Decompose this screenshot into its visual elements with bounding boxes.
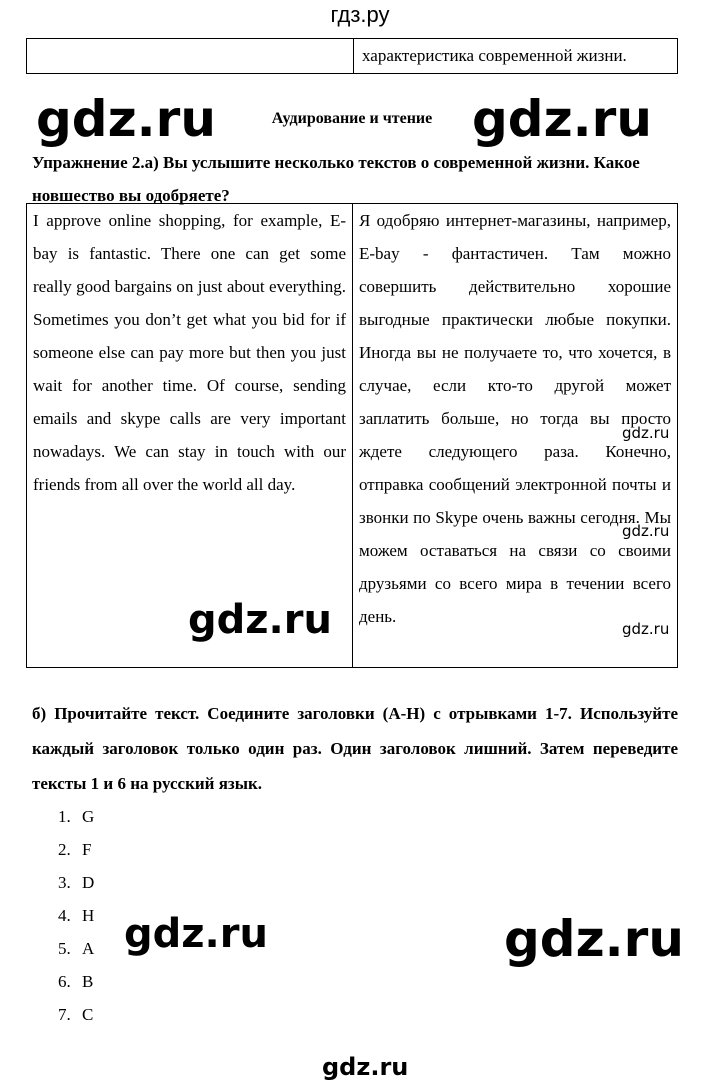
- list-item: 6. B: [58, 972, 94, 991]
- top-table-fragment: [26, 38, 678, 74]
- top-table-left-cell: [27, 39, 354, 74]
- watermark: gdz.ru: [472, 90, 652, 148]
- translation-table: [26, 203, 678, 668]
- list-item: 2. F: [58, 840, 92, 859]
- task-a-label: Упражнение 2.а): [32, 153, 159, 172]
- section-title: Аудирование и чтение: [271, 110, 433, 127]
- watermark: gdz.ru: [36, 90, 216, 148]
- task-a-text: Вы услышите несколько текстов о современной жизни. Какое новшество вы одобряете?: [32, 153, 640, 205]
- russian-text-cell: Я одобряю интернет-магазины, например, E-bay - фантастичен. Там можно совершить действительно хорошие выгодные практически любые покупки. Иногда вы не получаете то, что хочется, в случае, если кто-то другой может заплатить больше, но тогда вы просто ждете следующего раза. Конечно, отправка сообщений электронной почты и звонки по Skype очень важны сегодня. Мы можем оставаться на связи со своими друзьями со всего мира в течении всего день.: [353, 204, 678, 668]
- watermark: gdz.ru: [188, 597, 332, 643]
- watermark: gdz.ru: [124, 911, 268, 957]
- watermark: gdz.ru: [622, 522, 670, 540]
- answer-list: [58, 800, 94, 1031]
- list-item: 7. C: [58, 1005, 94, 1024]
- watermark: gdz.ru: [504, 910, 684, 968]
- watermark: gdz.ru: [622, 620, 670, 638]
- top-table-right-cell: характеристика современной жизни.: [354, 39, 678, 74]
- site-header: гдз.ру: [330, 2, 390, 27]
- english-text-cell: I approve online shopping, for example, E-bay is fantastic. There one can get some really good bargains on just about everything. Sometimes you don’t get what you bid for if someone else can pay more but then you just wait for another time. Of course, sending emails and skype calls are very important nowadays. We can stay in touch with our friends from all over the world all day.: [27, 204, 353, 668]
- list-item: 5. A: [58, 939, 95, 958]
- task-b-heading: б) Прочитайте текст. Соедините заголовки (A-H) с отрывками 1-7. Используйте каждый заголовок только один раз. Один заголовок лишний. Затем переведите тексты 1 и 6 на русский язык.: [32, 704, 678, 793]
- list-item: 3. D: [58, 873, 95, 892]
- footer-watermark: gdz.ru: [322, 1053, 409, 1081]
- list-item: 1. G: [58, 807, 95, 826]
- list-item: 4. H: [58, 906, 95, 925]
- watermark: gdz.ru: [622, 424, 670, 442]
